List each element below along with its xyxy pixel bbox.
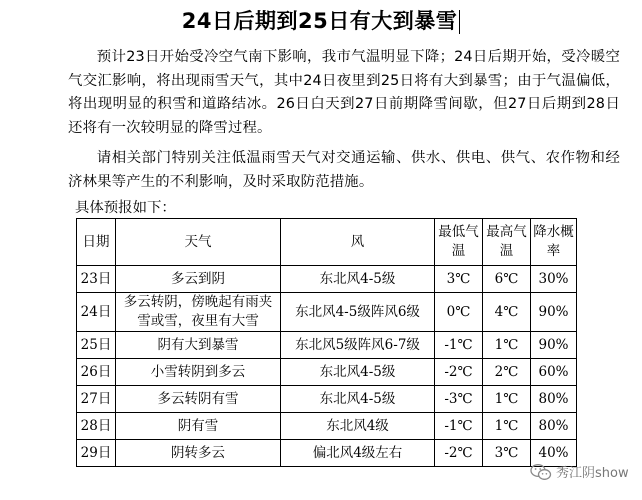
table-row xyxy=(77,332,577,359)
table-intro: 具体预报如下： xyxy=(75,200,176,216)
cell-wind: 东北风4-5级 xyxy=(281,266,435,293)
cell-precip: 60% xyxy=(531,359,577,386)
cell-weather: 阴有大到暴雪 xyxy=(116,332,281,359)
cell-wind: 偏北风4级左右 xyxy=(281,440,435,467)
cell-precip: 90% xyxy=(531,293,577,332)
cell-weather: 阴有雪 xyxy=(116,413,281,440)
cell-low: -2℃ xyxy=(435,359,483,386)
cell-wind: 东北风4-5级 xyxy=(281,359,435,386)
header-wind: 风 xyxy=(281,219,435,266)
cell-wind: 东北风5级阵风6-7级 xyxy=(281,332,435,359)
cell-weather: 多云转阴，傍晚起有雨夹雪或雪，夜里有大雪 xyxy=(116,293,281,332)
watermark xyxy=(530,462,629,481)
header-weather: 天气 xyxy=(116,219,281,266)
cell-date: 23日 xyxy=(77,266,116,293)
cell-high: 4℃ xyxy=(483,293,531,332)
table-row xyxy=(77,359,577,386)
table-row xyxy=(77,440,577,467)
header-high-temp: 最高气温 xyxy=(483,219,531,266)
cell-date: 24日 xyxy=(77,293,116,332)
header-precip: 降水概率 xyxy=(531,219,577,266)
cell-date: 29日 xyxy=(77,440,116,467)
cell-precip: 40% xyxy=(531,440,577,467)
cell-high: 1℃ xyxy=(483,413,531,440)
cell-date: 27日 xyxy=(77,386,116,413)
cell-precip: 80% xyxy=(531,386,577,413)
cell-low: -1℃ xyxy=(435,413,483,440)
cell-low: 3℃ xyxy=(435,266,483,293)
cell-high: 2℃ xyxy=(483,359,531,386)
forecast-table xyxy=(76,218,577,467)
table-row xyxy=(77,413,577,440)
cell-date: 26日 xyxy=(77,359,116,386)
table-header-row xyxy=(77,219,577,266)
cell-wind: 东北风4-5级阵风6级 xyxy=(281,293,435,332)
cell-low: -1℃ xyxy=(435,332,483,359)
title-text: 24日后期到25日有大到暴雪 xyxy=(181,9,458,33)
table-row xyxy=(77,293,577,332)
advisory-paragraph: 请相关部门特别关注低温雨雪天气对交通运输、供水、供电、供气、农作物和经济林果等产生的不利影响，及时采取防范措施。 xyxy=(68,150,620,190)
watermark-text: 秀江阴show xyxy=(556,466,629,481)
forecast-paragraph: 预计23日开始受冷空气南下影响，我市气温明显下降；24日后期开始，受冷暖空气交汇影响，将出现雨雪天气，其中24日夜里到25日将有大到暴雪；由于气温偏低，将出现明显的积雪和道路结冰。26日白天到27日前期降雪间歇，但27日后期到28日还将有一次较明显的降雪过程。 xyxy=(68,49,620,136)
cell-weather: 阴转多云 xyxy=(116,440,281,467)
text-cursor xyxy=(459,10,460,34)
cell-wind: 东北风4级 xyxy=(281,413,435,440)
cell-weather: 小雪转阴到多云 xyxy=(116,359,281,386)
header-date: 日期 xyxy=(77,219,116,266)
cell-precip: 90% xyxy=(531,332,577,359)
cell-wind: 东北风4-5级 xyxy=(281,386,435,413)
cell-weather: 多云转阴有雪 xyxy=(116,386,281,413)
cell-date: 25日 xyxy=(77,332,116,359)
document-title xyxy=(0,6,642,36)
cell-date: 28日 xyxy=(77,413,116,440)
cell-low: 0℃ xyxy=(435,293,483,332)
cell-high: 1℃ xyxy=(483,386,531,413)
cell-low: -3℃ xyxy=(435,386,483,413)
table-row xyxy=(77,386,577,413)
cell-high: 6℃ xyxy=(483,266,531,293)
cell-high: 1℃ xyxy=(483,332,531,359)
cell-low: -2℃ xyxy=(435,440,483,467)
table-row xyxy=(77,266,577,293)
cell-precip: 80% xyxy=(531,413,577,440)
wechat-icon xyxy=(530,463,552,481)
cell-weather: 多云到阴 xyxy=(116,266,281,293)
cell-high: 3℃ xyxy=(483,440,531,467)
header-low-temp: 最低气温 xyxy=(435,219,483,266)
cell-precip: 30% xyxy=(531,266,577,293)
